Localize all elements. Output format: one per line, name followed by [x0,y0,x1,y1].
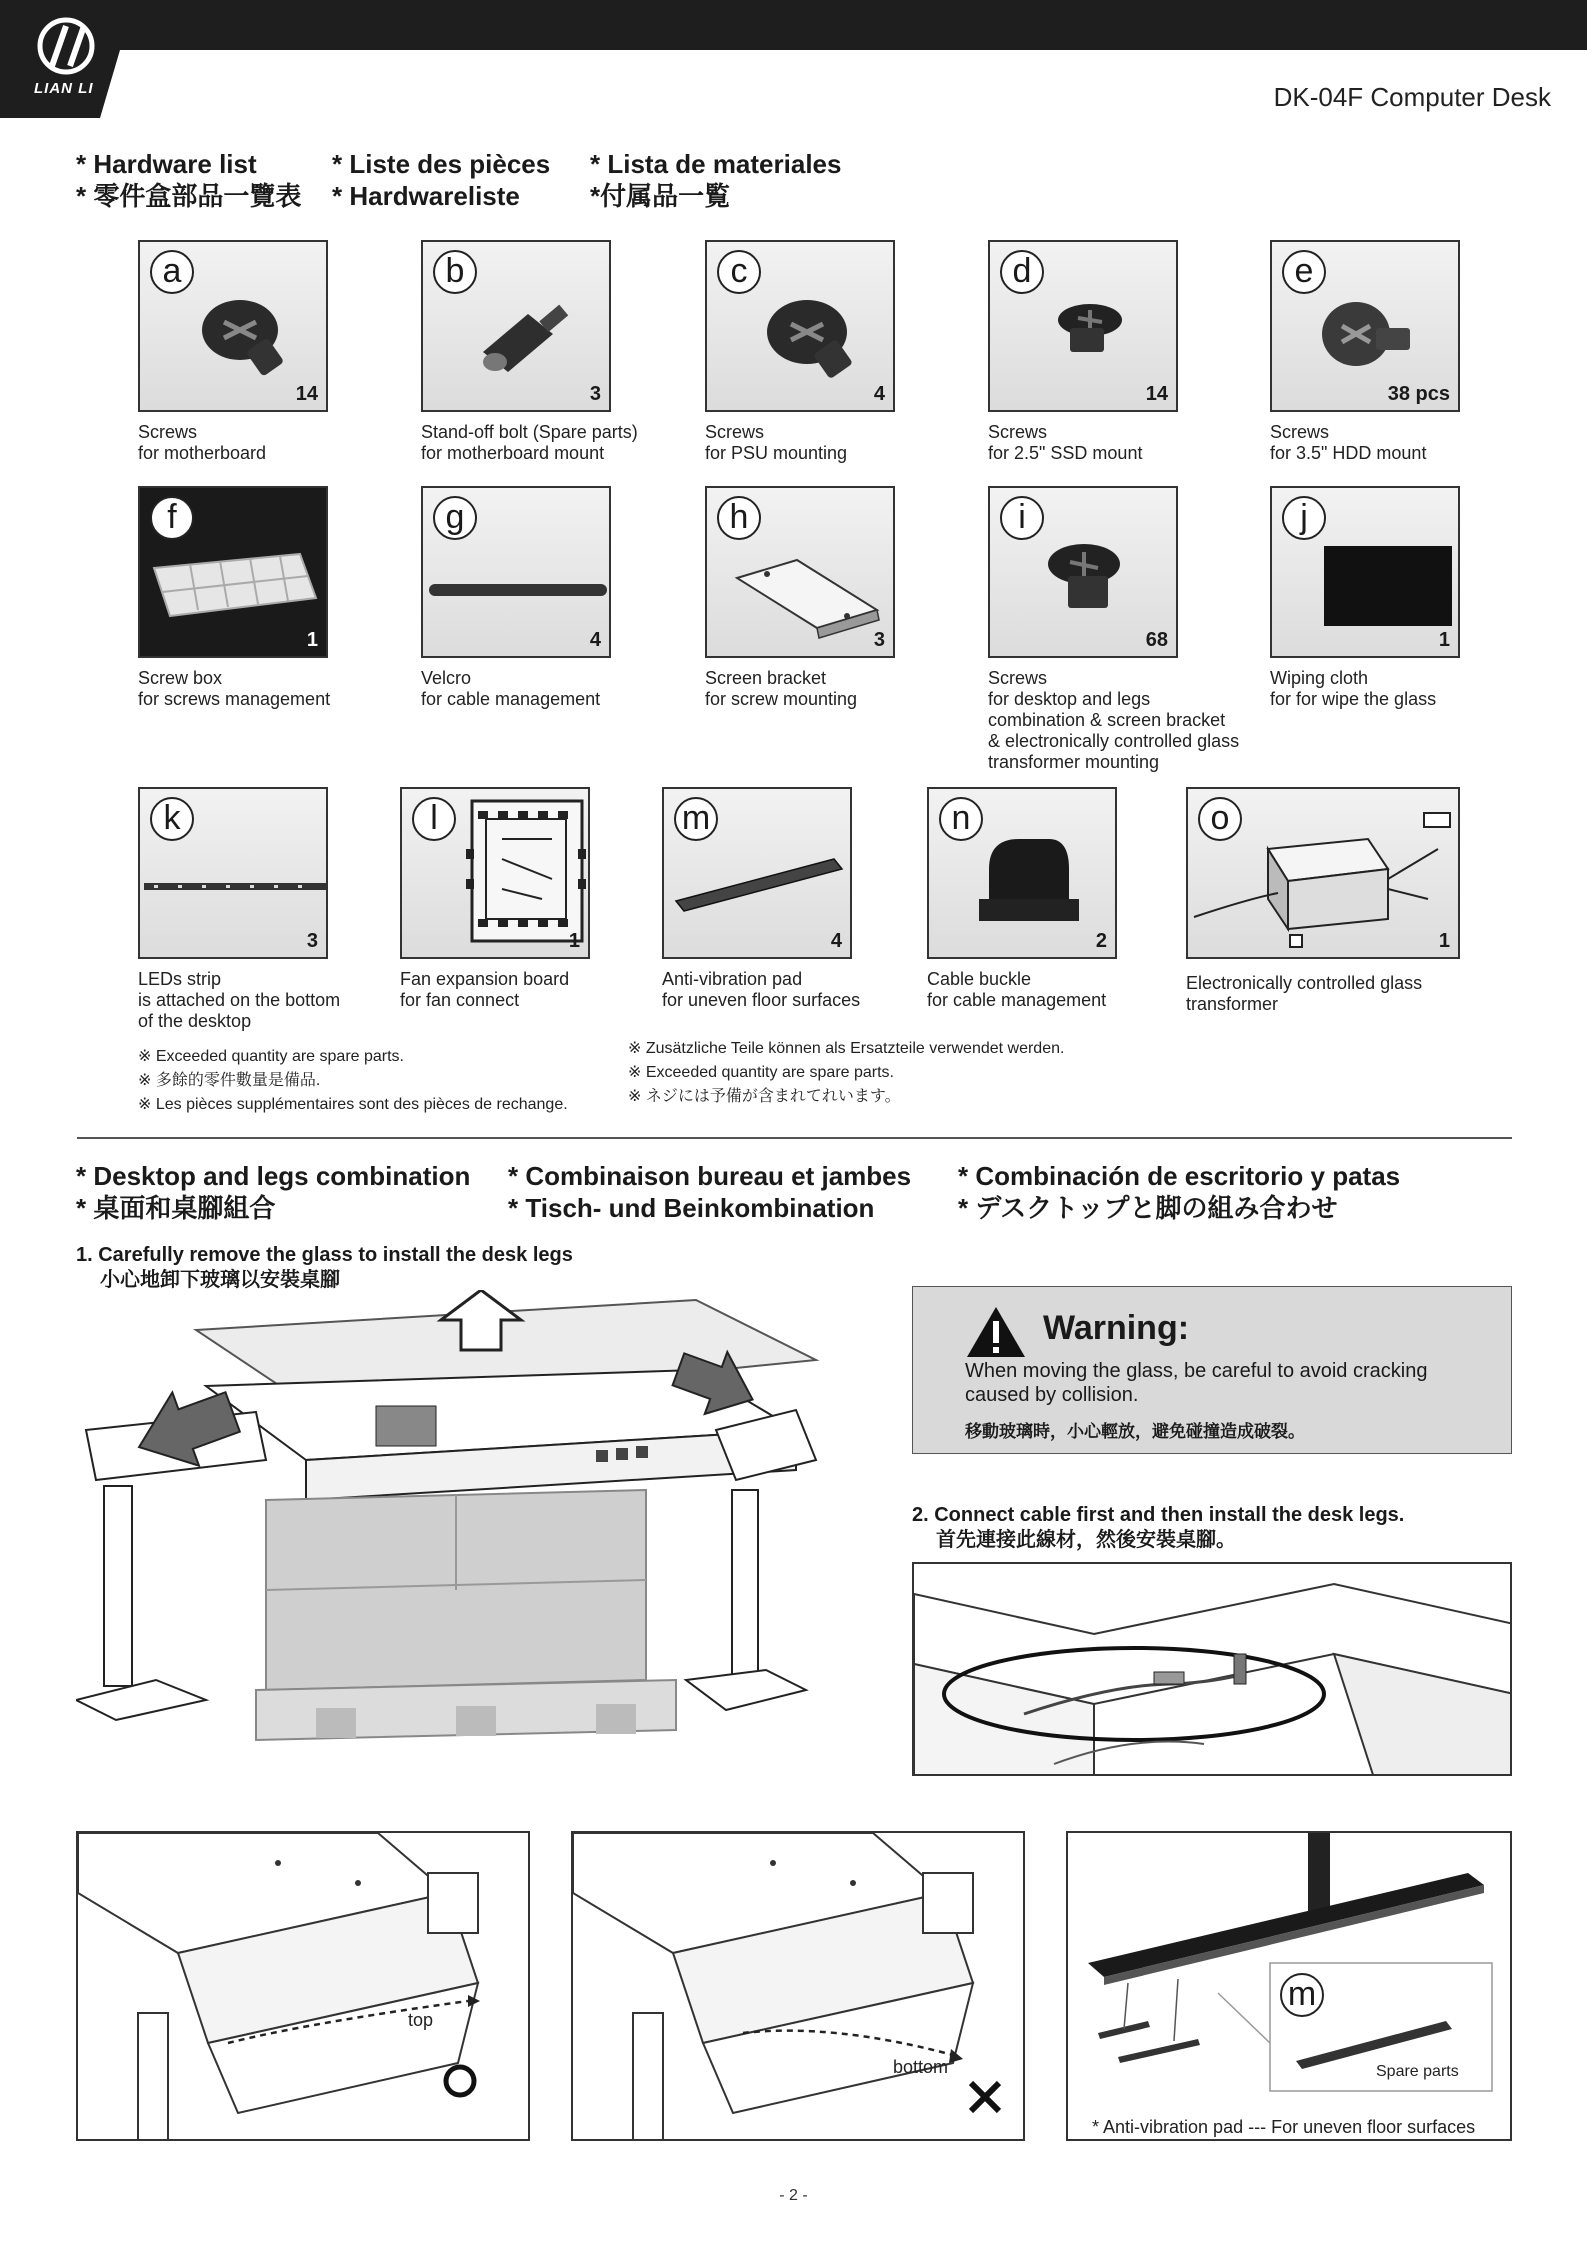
leg-correct-orientation-figure [76,1831,530,2141]
combination-heading-es-ja [958,1160,1400,1224]
part-caption: Wiping cloth for for wipe the glass [1270,668,1437,709]
warning-box [912,1286,1512,1454]
part-caption: Anti-vibration pad for uneven floor surfaces [662,969,861,1010]
wrong-cross-icon [965,2077,1005,2117]
part-qty: 14 [295,383,318,405]
part-letter: d [1000,250,1044,294]
brand-logo-text: LIAN LI [34,80,94,97]
step-1-en: 1. Carefully remove the glass to install the desk legs [76,1244,573,1266]
page-number: - 2 - [779,2187,808,2204]
part-caption: Electronically controlled glass transformer [1186,973,1423,1014]
hardware-heading-es-ja [590,148,841,212]
part-letter: b [433,250,477,294]
anti-vibration-note: * Anti-vibration pad --- For uneven floor surfaces [1092,2117,1476,2137]
part-qty: 1 [1438,930,1450,952]
combination-heading-de: * Tisch- und Beinkombination [508,1193,875,1223]
part-letter: n [939,797,983,841]
part-letter: l [412,797,456,841]
spare-notes-left [138,1045,568,1117]
part-qty: 68 [1145,629,1168,651]
part-caption: Screw box for screws management [138,668,331,709]
part-qty: 4 [830,930,842,952]
spare-note-fr: ※ Les pièces supplémentaires sont des pièces de rechange. [138,1096,568,1113]
spare-note-ja: ※ ネジには予備が含まれてれいます。 [628,1088,901,1105]
spare-note-en: ※ Exceeded quantity are spare parts. [138,1048,404,1065]
part-letter: i [1000,496,1044,540]
part-image [421,486,611,658]
part-qty: 3 [306,930,318,952]
combination-heading-ja: * デスクトップと脚の組み合わせ [958,1193,1338,1223]
part-qty: 38 pcs [1387,383,1450,405]
section-divider [77,1137,1512,1139]
hardware-heading-en-zh [76,148,301,212]
step-2-en: 2. Connect cable first and then install the desk legs. [912,1504,1405,1526]
leg-wrong-orientation-figure [571,1831,1025,2141]
part-caption: Velcro for cable management [421,668,601,709]
part-letter: k [150,797,194,841]
anti-vibration-pad-figure [1066,1831,1512,2141]
part-letter: e [1282,250,1326,294]
part-image [138,240,328,412]
part-caption: Screws for PSU mounting [705,422,848,463]
part-letter: c [717,250,761,294]
warning-title: Warning: [1043,1309,1190,1347]
spare-note-zh: ※ 多餘的零件數量是備品. [138,1072,321,1089]
part-letter: j [1282,496,1326,540]
part-image [421,240,611,412]
part-caption: Screen bracket for screw mounting [705,668,858,709]
part-qty: 1 [1438,629,1450,651]
part-image [1186,787,1460,959]
combination-heading-fr: * Combinaison bureau et jambes [508,1161,912,1191]
combination-heading-en: * Desktop and legs combination [76,1161,471,1191]
part-caption: Screws for 2.5" SSD mount [988,422,1143,463]
cable-connection-illustration [914,1564,1512,1776]
desk-glass-removal-illustration [76,1290,896,1760]
part-caption: Fan expansion board for fan connect [400,969,570,1010]
step-1 [76,1243,573,1293]
hardware-heading-ja: *付属品一覧 [590,181,731,211]
part-image [705,240,895,412]
part-image [988,486,1178,658]
brand-tab [0,0,178,118]
part-image [927,787,1117,959]
part-qty: 14 [1145,383,1168,405]
part-image [1270,486,1460,658]
part-letter: g [433,496,477,540]
part-qty: 1 [306,629,318,651]
part-letter: o [1198,797,1242,841]
part-caption: LEDs strip is attached on the bottom of the desktop [138,969,341,1031]
hardware-heading-es: * Lista de materiales [590,149,842,179]
leg-bottom-illustration [573,1833,1025,2141]
spare-note-en2: ※ Exceeded quantity are spare parts. [628,1064,894,1081]
part-image [138,486,328,658]
part-caption: Screws for desktop and legs combination & screen bracket & electronically controlled glass transformer mounting [988,668,1240,772]
document-title: DK-04F Computer Desk [1273,82,1551,112]
top-bar [0,0,1587,50]
hardware-heading-fr-de [332,148,550,212]
combination-heading-en-zh [76,1160,470,1224]
part-caption: Screws for 3.5" HDD mount [1270,422,1427,463]
part-letter: h [717,496,761,540]
part-qty: 1 [568,930,580,952]
hardware-heading-zh: * 零件盒部品一覽表 [76,181,302,211]
cable-connection-figure [912,1562,1512,1776]
part-image [1270,240,1460,412]
warning-body-zh: 移動玻璃時，小心輕放，避免碰撞造成破裂。 [965,1422,1305,1441]
correct-circle-icon [440,2061,480,2101]
step-2-zh: 首先連接此線材，然後安裝桌腳。 [936,1529,1236,1551]
hardware-heading-en: * Hardware list [76,149,257,179]
top-label: top [408,2010,434,2030]
part-caption: Stand-off bolt (Spare parts) for motherboard mount [421,422,638,463]
combination-heading-es: * Combinación de escritorio y patas [958,1161,1401,1191]
spare-note-de: ※ Zusätzliche Teile können als Ersatzteile verwendet werden. [628,1040,1065,1057]
part-letter: m [674,797,718,841]
spare-notes-right [628,1037,1064,1109]
part-image [662,787,852,959]
part-image [988,240,1178,412]
warning-body: When moving the glass, be careful to avoid cracking caused by collision. [965,1360,1428,1406]
step-2 [912,1503,1404,1553]
step-1-zh: 小心地卸下玻璃以安裝桌腳 [100,1269,340,1291]
part-qty: 4 [873,383,885,405]
combination-heading-fr-de [508,1160,911,1224]
bottom-label: bottom [893,2057,949,2077]
warning-triangle-icon [965,1305,1027,1359]
part-qty: 3 [873,629,885,651]
combination-heading-zh: * 桌面和桌腳組合 [76,1193,276,1223]
hardware-heading-fr: * Liste des pièces [332,149,551,179]
part-qty: 4 [589,629,601,651]
part-caption: Screws for motherboard [138,422,267,463]
hardware-heading-de: * Hardwareliste [332,181,520,211]
part-image [400,787,590,959]
part-image [138,787,328,959]
part-caption: Cable buckle for cable management [927,969,1107,1010]
part-letter: f [150,496,194,540]
part-qty: 3 [589,383,601,405]
part-qty: 2 [1095,930,1107,952]
part-letter: a [150,250,194,294]
callout-letter: m [1280,1973,1324,2017]
part-image [705,486,895,658]
spare-parts-label: Spare parts [1376,2063,1459,2080]
